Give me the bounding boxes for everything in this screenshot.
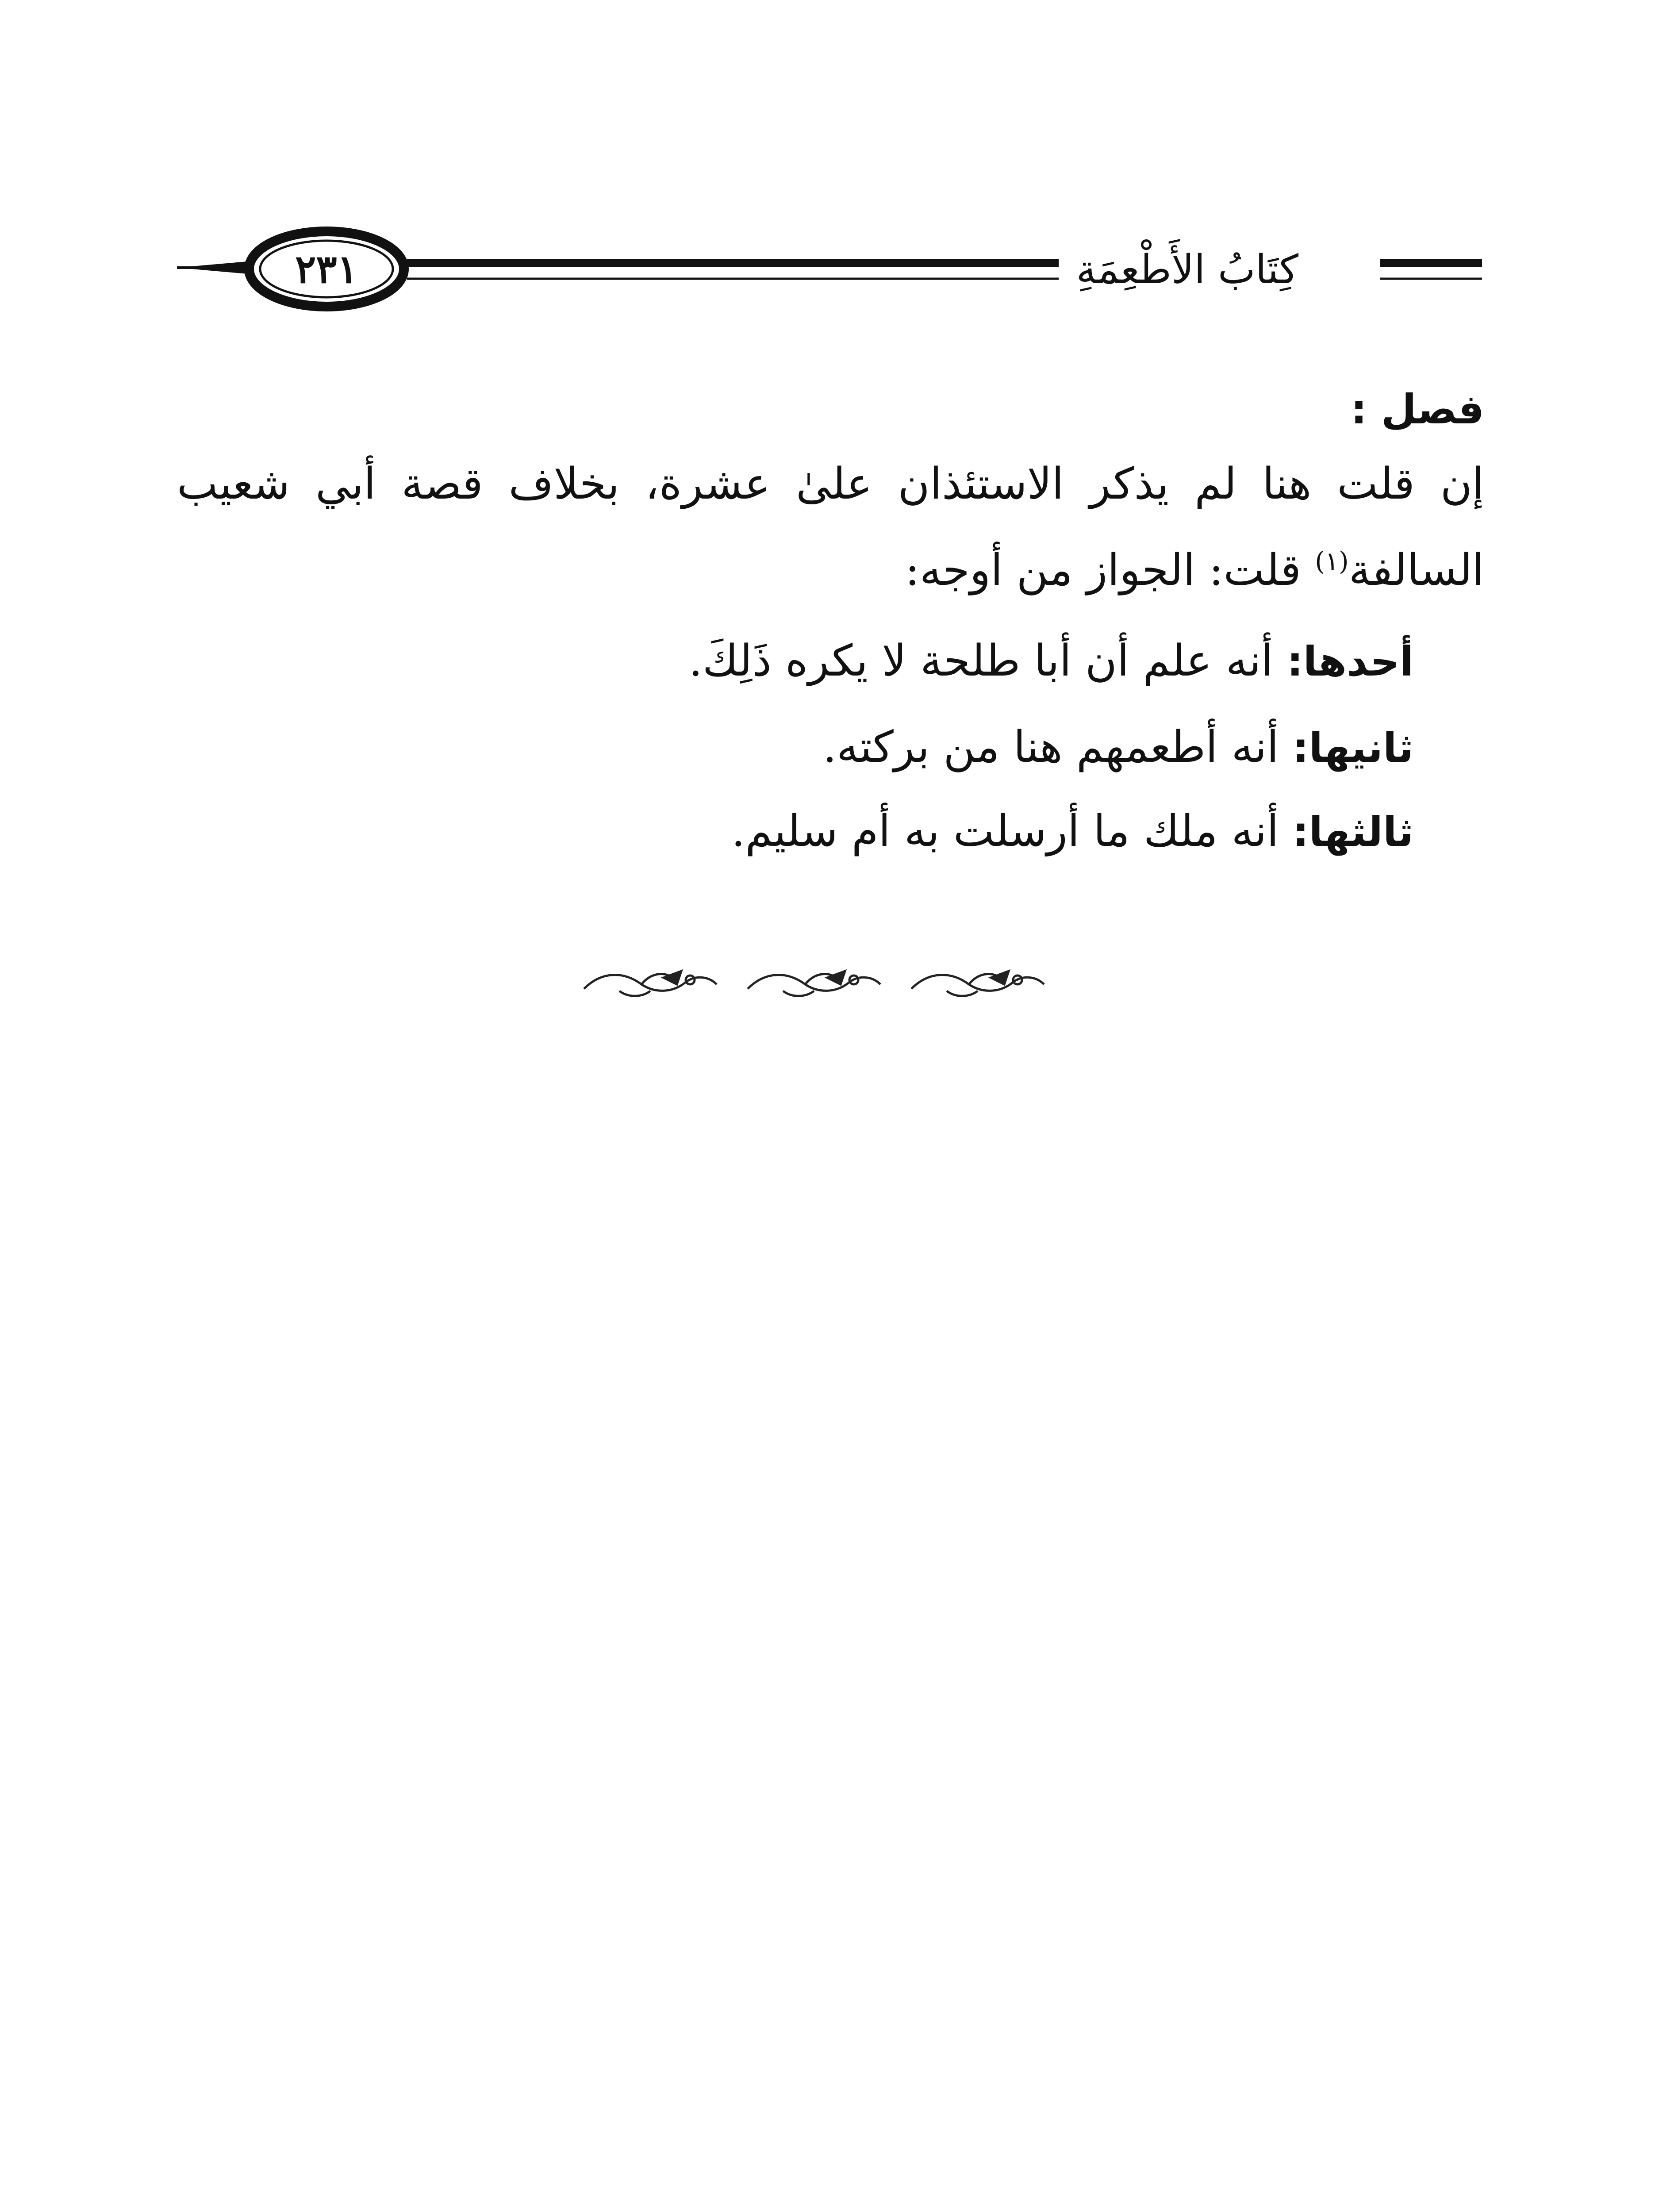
running-title: كِتَابُ الأَطْعِمَةِ [1059,243,1316,296]
point-3-lead: ثالثها: [1292,808,1413,856]
point-3 [731,806,1413,856]
paragraph-line-1-text: إن قلت هنا لم يذكر الاستئذان علىٰ عشرة، بخلاف قصة أبي شعيب [177,459,1484,509]
paragraph-line-1 [177,459,1484,509]
point-1 [688,636,1413,686]
point-3-text: أنه ملك ما أرسلت به أم سليم. [731,806,1293,856]
footnote-reference[interactable]: (١) [1315,546,1349,576]
page-number: ٢٣١ [295,246,358,292]
paragraph-line-2-end: قلت: الجواز من أوجه: [905,545,1315,595]
floral-divider-ornament [575,964,1062,1004]
point-1-text: أنه علم أن أبا طلحة لا يكره ذَلِكَ. [688,636,1287,686]
paragraph-line-2-start: السالفة [1348,545,1484,595]
page-header [177,217,1482,323]
point-2 [822,722,1413,772]
point-2-lead: ثانيها: [1292,724,1413,772]
point-1-lead: أحدها: [1286,638,1413,685]
point-2-text: أنه أطعمهم هنا من بركته. [822,722,1293,772]
paragraph-line-2 [905,545,1484,595]
section-heading: فصل : [1351,386,1484,433]
